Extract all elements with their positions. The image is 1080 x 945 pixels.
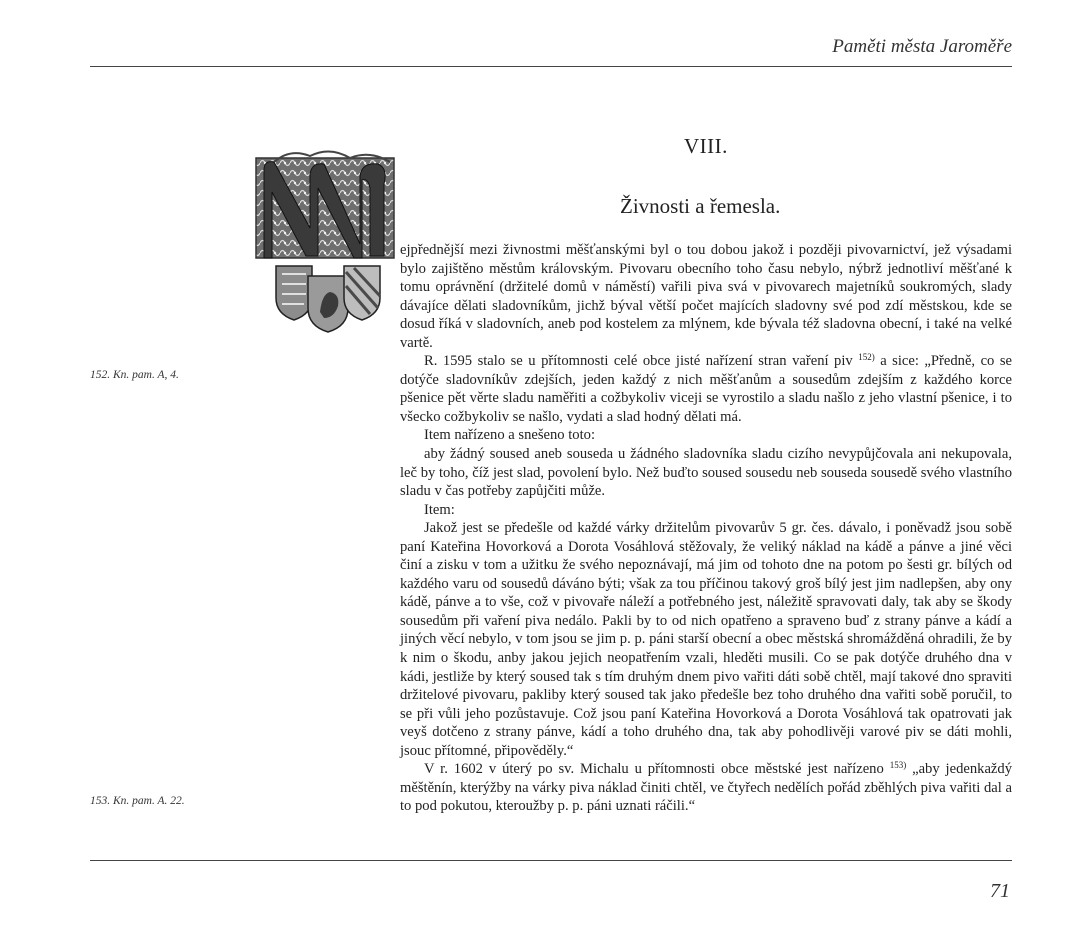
margin-note-152: 152. Kn. pam. A, 4. (90, 369, 179, 381)
chapter-number: VIII. (684, 134, 728, 158)
running-head: Paměti města Jaroměře (832, 36, 1012, 57)
paragraph-item-heading: Item nařízeno a snešeno toto: (424, 427, 596, 444)
paragraph-item-label: Item: (424, 501, 455, 518)
paragraph-opening: ejpřednější mezi živnostmi měšťanskými byl o tou dobou jakož i později pivovarnictví, jež výsadami bylo zajištěno městům královským. Pivovaru obecního toho času nebylo, nýbrž jednotliví měšťané k tomu oprávnění (držitelé domů v náměstí) vařili piva svá v pivovarech majetníků soukromých, slady dávajíce dělati sladovníkům, jichž býval větší počet majících sladovny své pod zdí městskou, kde se dosud říká v sladovních, aneb pod kostelem za mlýnem, kde bývala též sladovna obecní, i také na velké vartě. (400, 242, 1012, 351)
footer-rule (90, 860, 1012, 861)
footnote-ref-153: 153) (889, 760, 907, 771)
paragraph-text: a sice: „Předně, co se dotýče sladovníkův zdejších, jeden každý z nich měšťanům a sousedům zdejším z každého korce pšenice pět věrte sladu naměřiti a cožbykoliv viceji se vyrostilo a sladu našlo z jeho vlastní pšenice, i to všecko cožbykoliv se našlo, vydati a slad hodný dělati má. (400, 353, 1012, 425)
footnote-ref-152: 152) (858, 352, 875, 363)
page-number: 71 (990, 880, 1010, 902)
decorated-initial-n-with-coats-of-arms (250, 148, 402, 336)
paragraph-text: V r. 1602 v úterý po sv. Michalu u přítomnosti obce městské jest nařízeno (424, 761, 884, 778)
paragraph-text: „aby jedenkaždý měštěnín, kterýžby na várky piva náklad činiti chtěl, ve čtyřech nedělích pořád zběhlých piva vařiti dal a to pod pokutou, kteroužby p. p. páni uznati ráčili.“ (400, 761, 1012, 815)
paragraph-1595-ordinance (400, 352, 1012, 426)
paragraph-1602-ordinance (400, 760, 1012, 816)
chapter-title: Živnosti a řemesla. (620, 194, 781, 218)
paragraph-malt-lending: aby žádný soused aneb souseda u žádného sladovníka sladu cizího nevypůjčovala ani nekupovala, leč by toho, číž jest slad, povolení bylo. Než buďto soused sousedu neb souseda sousedě svého vlastního sladu v čas potřeby zapůjčiti může. (400, 446, 1012, 500)
paragraph-text: R. 1595 stalo se u přítomnosti celé obce jisté nařízení stran vaření piv (424, 353, 853, 370)
paragraph-brewery-fees: Jakož jest se předešle od každé várky držitelům pivovarův 5 gr. čes. dávalo, i poněvadž jsou sobě paní Kateřina Hovorková a Dorota Vosáhlová stěžovaly, že veliký náklad na kádě a pánve a jiné věci činí a zisku v tom a užitku že svého nepoznávají, má jim od tohoto dne na potom po šesti gr. bílých od každého varu od sousedů dáváno býti; však za tou příčinou takový groš bílý jest jim nadlepšen, aby ony kádě, pánve a to vše, což v pivovaře náleží a potřebného jest, náležitě spravovati daly, tak aby se škody sousedům při vaření piva nedálo. Pakli by to od nich opatřeno a spraveno buď z strany pánve a kádí a jiných věcí nebylo, v tom jsou se jim p. p. páni starší obecní a obec městská shromážděná ohradili, že by k nim o škodu, anby jakou jejich neopatřením vzali, hleděti musili. Co se pak dotýče druhého dna v kádi, jestliže by který soused tak s tím druhým dnem pivo vařiti dáti sobě chtěl, mají takové dno spraviti držitelové pivovaru, pakliby který soused tak jako předešle bez toho druhého dna vařiti sobě poručil, to se při vůli jeho pozůstavuje. Což jsou paní Kateřina Hovorková a Dorota Vosáhlová tak opatrovati jak veyš dotčeno z strany pánve, kádí a toho druhého dna, tak aby pohodlivěji varové piv se dáti mohli, jsouc přítomné, připověděly.“ (400, 520, 1012, 759)
body-text (400, 241, 1012, 816)
header-rule (90, 66, 1012, 67)
margin-note-153: 153. Kn. pam. A. 22. (90, 795, 185, 807)
